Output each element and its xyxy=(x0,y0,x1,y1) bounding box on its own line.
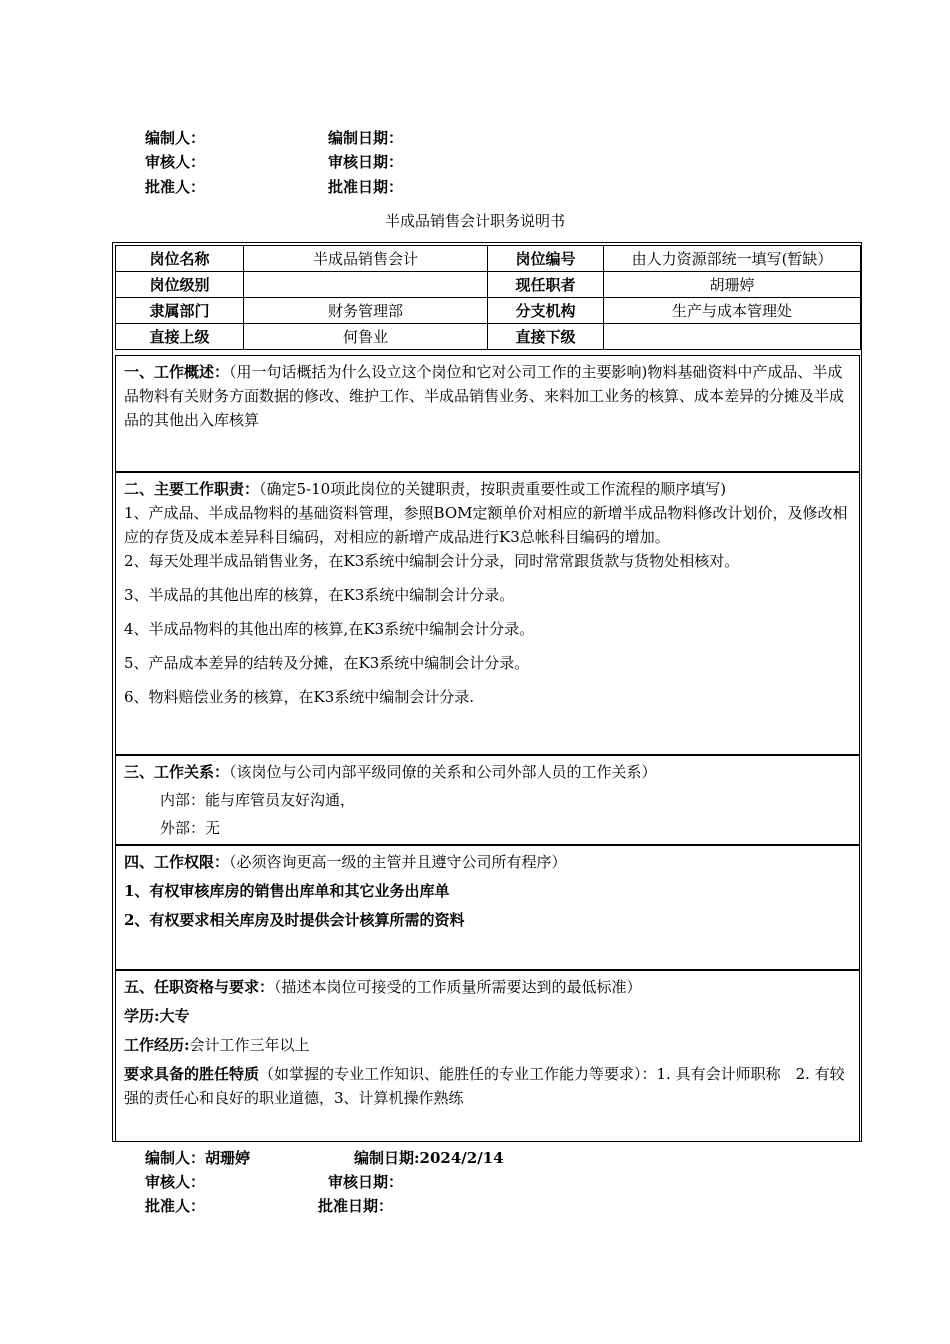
superior-label: 直接上级 xyxy=(116,324,244,350)
incumbent-value: 胡珊婷 xyxy=(604,272,861,298)
branch-value: 生产与成本管理处 xyxy=(604,298,861,324)
list-item: 2、每天处理半成品销售业务，在K3系统中编制会计分录，同时常常跟货款与货物处相核对。 xyxy=(124,552,740,570)
footer-approve-date-label: 批准日期： xyxy=(318,1197,394,1215)
duties-heading: 二、主要工作职责： xyxy=(124,480,260,498)
relations-heading: 三、工作关系： xyxy=(124,763,230,781)
department-label: 隶属部门 xyxy=(116,298,244,324)
table-row xyxy=(116,298,861,324)
position-name-value: 半成品销售会计 xyxy=(244,246,488,272)
list-item: 6、物料赔偿业务的核算，在K3系统中编制会计分录. xyxy=(124,688,475,706)
footer-prepare-date: 编制日期:2024/2/14 xyxy=(354,1149,504,1167)
incumbent-label: 现任职者 xyxy=(488,272,604,298)
education-value: 大专 xyxy=(159,1007,190,1025)
footer-reviewer-label: 审核人： xyxy=(145,1173,206,1191)
superior-value: 何鲁业 xyxy=(244,324,488,350)
traits-label: 要求具备的胜任特质 xyxy=(124,1065,260,1083)
section-relations xyxy=(115,755,860,845)
list-item: 3、半成品的其他出库的核算，在K3系统中编制会计分录。 xyxy=(124,586,515,604)
footer-approver-label: 批准人： xyxy=(145,1197,206,1215)
position-no-label: 岗位编号 xyxy=(488,246,604,272)
experience-value: 会计工作三年以上 xyxy=(189,1036,310,1054)
header-reviewer-label: 审核人： xyxy=(145,153,206,171)
section-duties xyxy=(115,472,860,755)
qualification-heading: 五、任职资格与要求： xyxy=(124,978,275,996)
position-info-table xyxy=(115,245,861,350)
footer-review-date-label: 审核日期： xyxy=(328,1173,404,1191)
relations-internal: 内部：能与库管员友好沟通， xyxy=(160,791,356,809)
footer-preparer: 编制人：胡珊婷 xyxy=(145,1149,251,1167)
list-item: 4、半成品物料的其他出库的核算,在K3系统中编制会计分录。 xyxy=(124,620,535,638)
traits-value: （如掌握的专业工作知识、能胜任的专业工作能力等要求）：1. 具有会计师职称 2. 有较强的责任心和良好的职业道德，3、计算机操作熟练 xyxy=(124,1065,845,1107)
header-review-date-label: 审核日期： xyxy=(328,153,404,171)
list-item: 1、有权审核库房的销售出库单和其它业务出库单 xyxy=(124,882,450,900)
duties-note: （确定5-10项此岗位的关键职责，按职责重要性或工作流程的顺序填写) xyxy=(259,480,727,498)
authority-heading: 四、工作权限： xyxy=(124,853,230,871)
document-title: 半成品销售会计职务说明书 xyxy=(384,212,565,230)
position-level-label: 岗位级别 xyxy=(116,272,244,298)
branch-label: 分支机构 xyxy=(488,298,604,324)
section-authority xyxy=(115,845,860,970)
subordinate-value xyxy=(604,324,861,350)
position-level-value xyxy=(244,272,488,298)
list-item: 5、产品成本差异的结转及分摊，在K3系统中编制会计分录。 xyxy=(124,654,530,672)
section-overview xyxy=(115,355,860,472)
header-approver-label: 批准人： xyxy=(145,178,206,196)
table-row xyxy=(116,324,861,350)
table-row xyxy=(116,272,861,298)
header-approve-date-label: 批准日期： xyxy=(328,178,404,196)
list-item: 1、产成品、半成品物料的基础资料管理，参照BOM定额单价对相应的新增半成品物料修改计划价，及修改相应的存货及成本差异科目编码，对相应的新增产成品进行K3总帐科目编码的增加。 xyxy=(124,504,848,546)
overview-text: （用一句话概括为什么设立这个岗位和它对公司工作的主要影响)物料基础资料中产成品、半成品物料有关财务方面数据的修改、维护工作、半成品销售业务、来料加工业务的核算、成本差异的分摊及半成品的其他出入库核算 xyxy=(124,363,845,429)
list-item: 2、有权要求相关库房及时提供会计核算所需的资料 xyxy=(124,911,465,929)
position-no-value: 由人力资源部统一填写(暂缺） xyxy=(604,246,861,272)
subordinate-label: 直接下级 xyxy=(488,324,604,350)
header-prepare-date-label: 编制日期： xyxy=(328,129,404,147)
education-label: 学历: xyxy=(124,1007,160,1025)
relations-external: 外部：无 xyxy=(160,819,221,837)
qualification-note: （描述本岗位可接受的工作质量所需要达到的最低标准） xyxy=(274,978,642,996)
experience-label: 工作经历: xyxy=(124,1036,190,1054)
overview-heading: 一、工作概述： xyxy=(124,363,230,381)
section-qualification xyxy=(115,970,860,1142)
header-preparer-label: 编制人： xyxy=(145,129,206,147)
authority-note: （必须咨询更高一级的主管并且遵守公司所有程序） xyxy=(229,853,567,871)
department-value: 财务管理部 xyxy=(244,298,488,324)
table-row xyxy=(116,246,861,272)
position-name-label: 岗位名称 xyxy=(116,246,244,272)
relations-note: （该岗位与公司内部平级同僚的关系和公司外部人员的工作关系） xyxy=(229,763,657,781)
